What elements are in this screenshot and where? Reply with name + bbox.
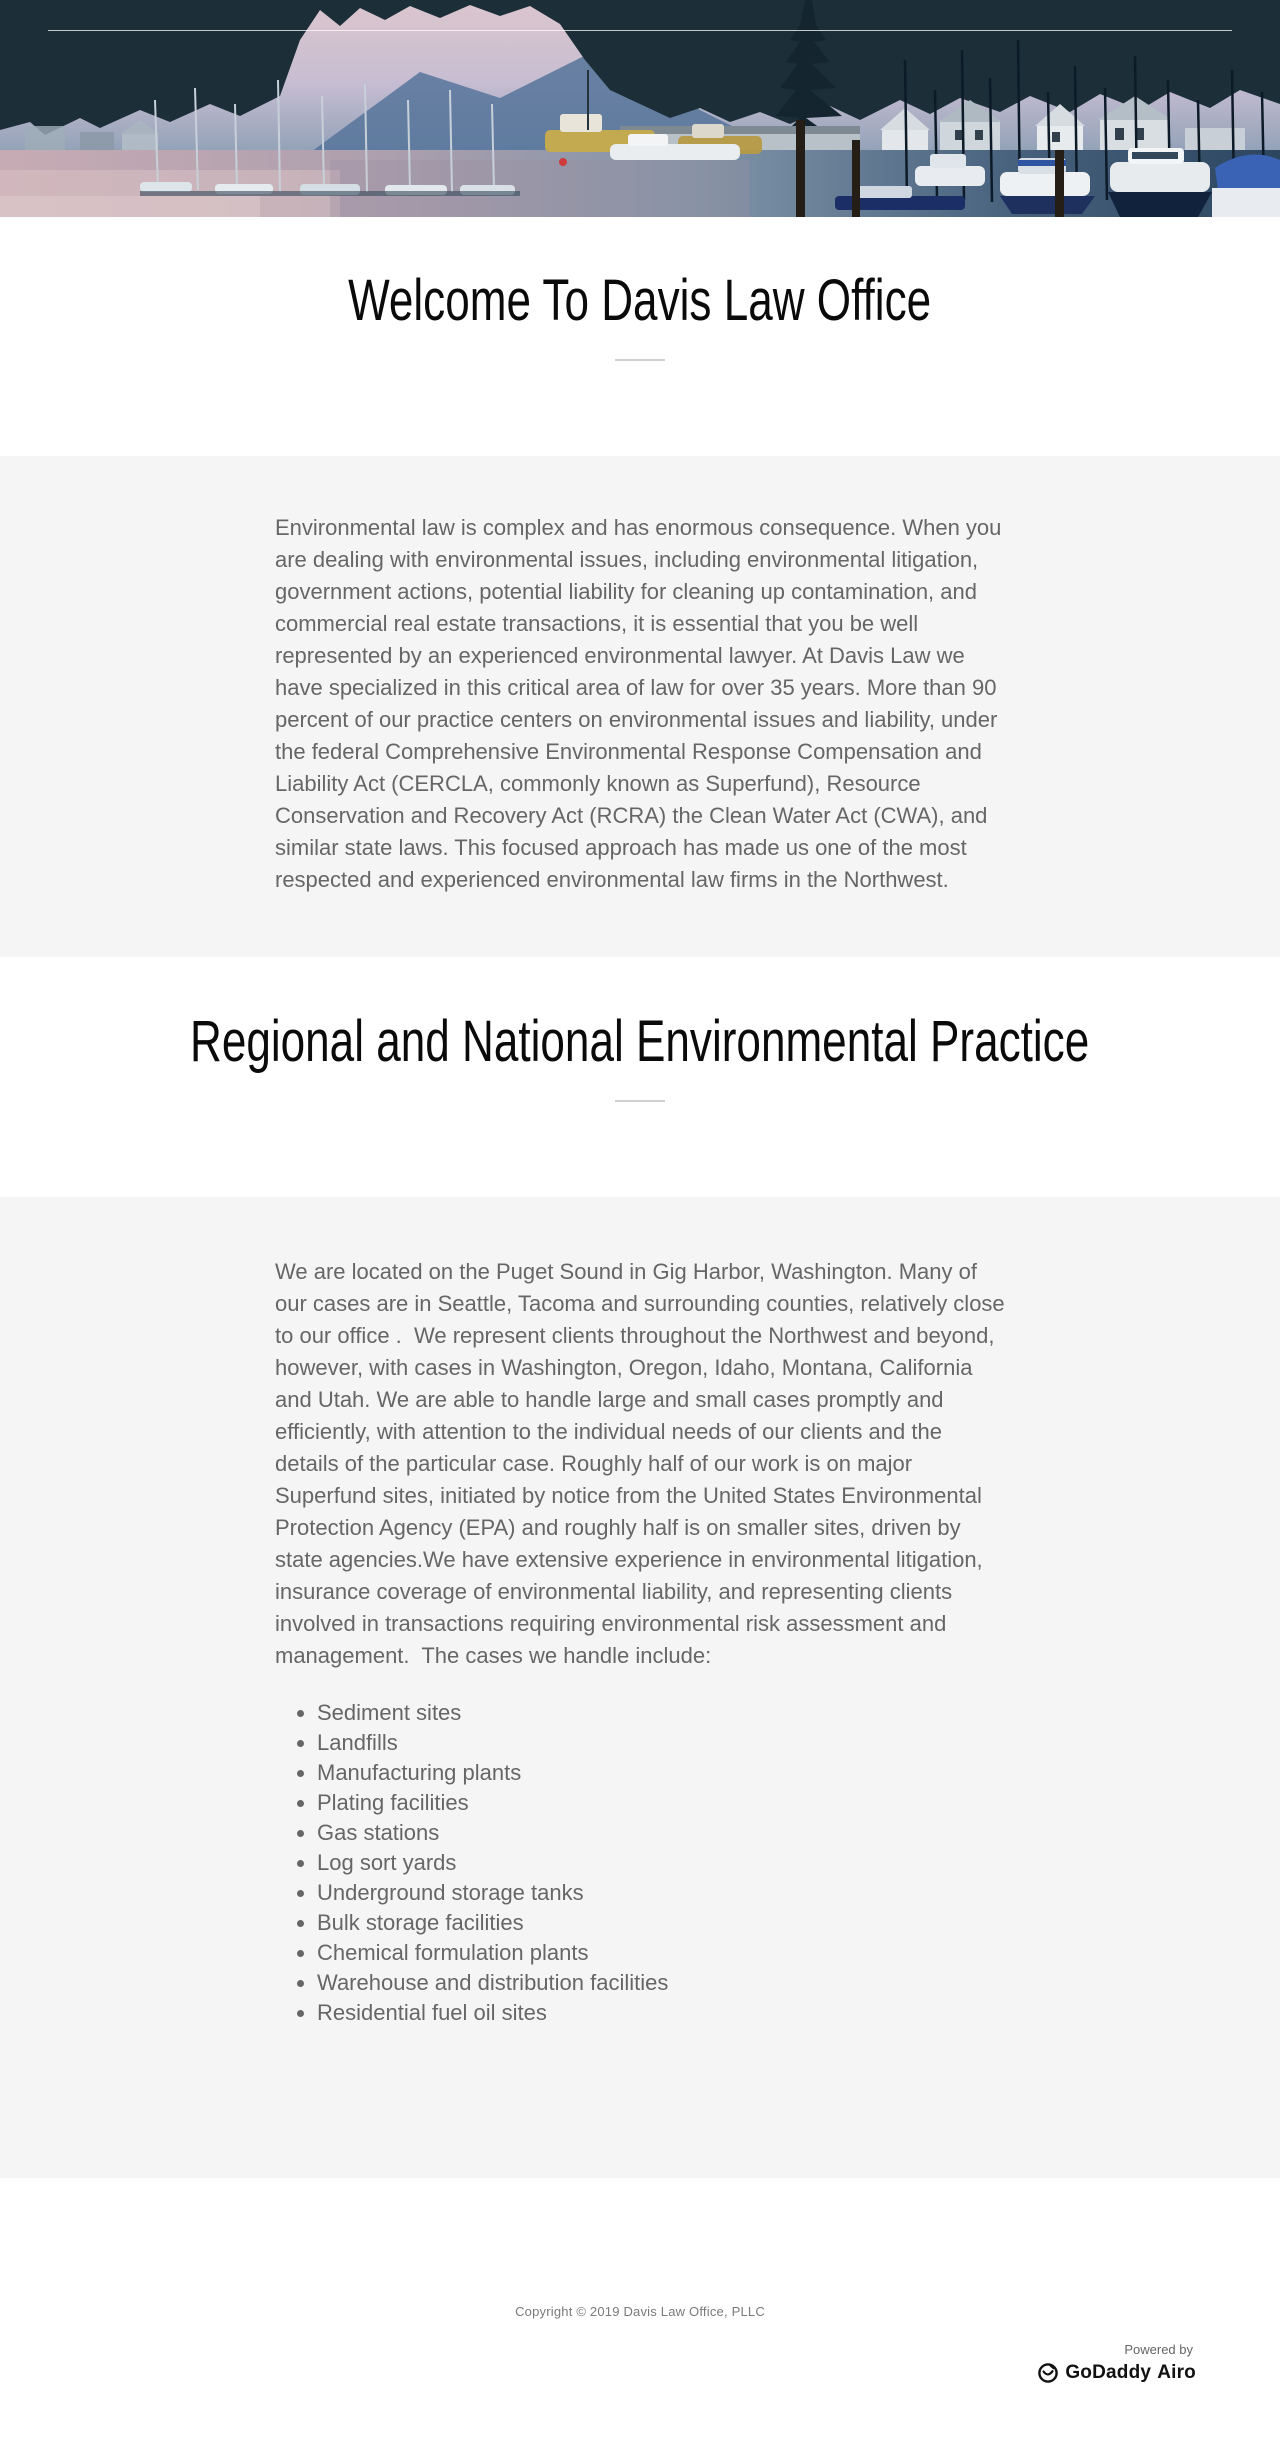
- hero-banner: [0, 0, 1280, 217]
- practice-title: Regional and National Environmental Practice: [190, 1009, 1090, 1074]
- harbor-dusk-photo: [0, 0, 1280, 217]
- regional-section: [0, 1197, 1280, 2178]
- powered-by-block: [1037, 2342, 1196, 2384]
- list-item: • Plating facilities: [317, 1792, 1005, 1814]
- godaddy-airo-link[interactable]: [1037, 2362, 1196, 2384]
- list-item: • Underground storage tanks: [317, 1882, 1005, 1904]
- section-divider: [615, 1100, 665, 1102]
- welcome-section: [0, 217, 1280, 456]
- page-footer: [0, 2178, 1280, 2446]
- list-item: • Sediment sites: [317, 1702, 1005, 1724]
- case-types-list: [275, 1702, 1005, 2024]
- godaddy-wordmark: GoDaddy: [1065, 2362, 1152, 2383]
- list-item: • Landfills: [317, 1732, 1005, 1754]
- list-item: • Manufacturing plants: [317, 1762, 1005, 1784]
- list-item: • Warehouse and distribution facilities: [317, 1972, 1005, 1994]
- intro-section: [0, 456, 1280, 957]
- godaddy-logo-icon: [1037, 2362, 1059, 2384]
- airo-wordmark: Airo: [1157, 2362, 1196, 2383]
- header-divider-line: [48, 30, 1232, 31]
- list-item: • Gas stations: [317, 1822, 1005, 1844]
- page-title: Welcome To Davis Law Office: [348, 268, 932, 333]
- list-item: • Bulk storage facilities: [317, 1912, 1005, 1934]
- list-item: • Residential fuel oil sites: [317, 2002, 1005, 2024]
- section-divider: [615, 359, 665, 361]
- copyright-text: Copyright © 2019 Davis Law Office, PLLC: [515, 2304, 765, 2319]
- list-item: • Chemical formulation plants: [317, 1942, 1005, 1964]
- regional-paragraph: We are located on the Puget Sound in Gig Harbor, Washington. Many of our cases are in Seattle, Tacoma and surrounding counties, relatively close to our office . We represent clients throughout the Northwest and beyond, however, with cases in Washington, Oregon, Idaho, Montana, California and Utah. We are able to handle large and small cases promptly and efficiently, with attention to the individual needs of our clients and the details of the particular case. Roughly half of our work is on major Superfund sites, initiated by notice from the United States Environmental Protection Agency (EPA) and roughly half is on smaller sites, driven by state agencies.We have extensive experience in environmental litigation, insurance coverage of environmental liability, and representing clients involved in transactions requiring environmental risk assessment and management. The cases we handle include:: [275, 1259, 1011, 1668]
- powered-by-label: Powered by: [1124, 2342, 1193, 2357]
- practice-title-section: [0, 957, 1280, 1197]
- intro-paragraph: Environmental law is complex and has enormous consequence. When you are dealing with environmental issues, including environmental litigation, government actions, potential liability for cleaning up contamination, and commercial real estate transactions, it is essential that you be well represented by an experienced environmental lawyer. At Davis Law we have specialized in this critical area of law for over 35 years. More than 90 percent of our practice centers on environmental issues and liability, under the federal Comprehensive Environmental Response Compensation and Liability Act (CERCLA, commonly known as Superfund), Resource Conservation and Recovery Act (RCRA) the Clean Water Act (CWA), and similar state laws. This focused approach has made us one of the most respected and experienced environmental law firms in the Northwest.: [275, 515, 1008, 892]
- list-item: • Log sort yards: [317, 1852, 1005, 1874]
